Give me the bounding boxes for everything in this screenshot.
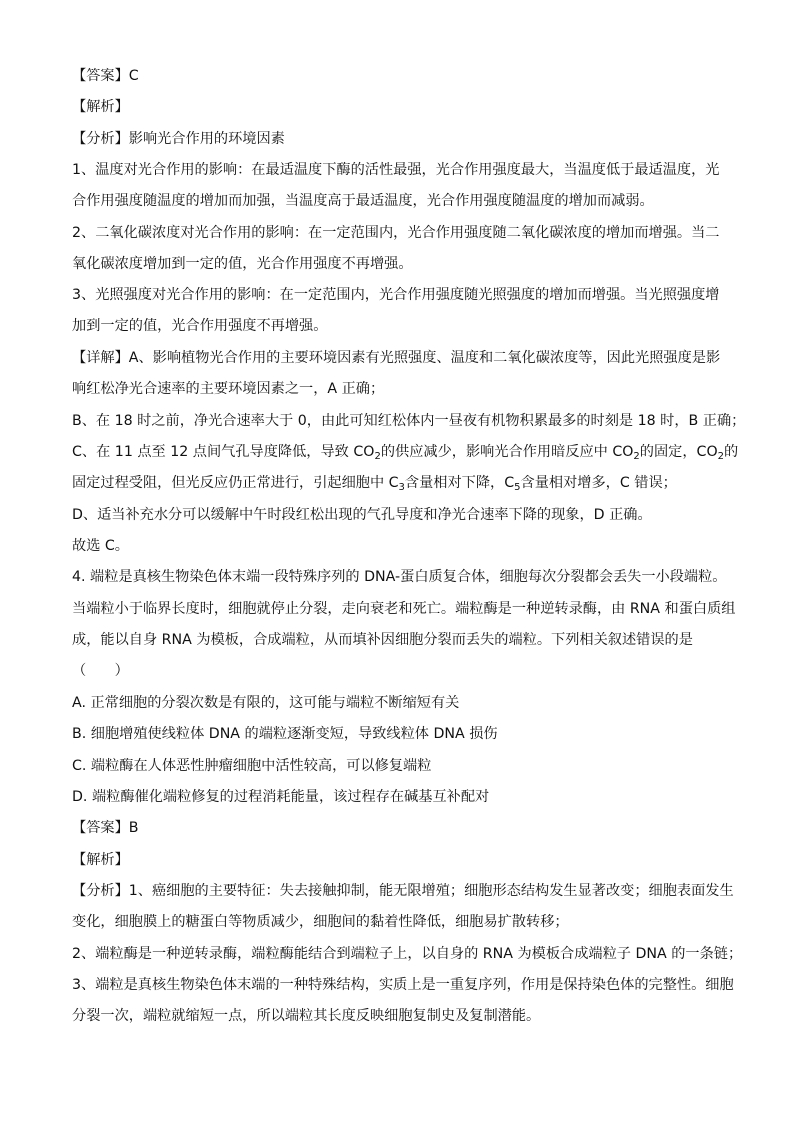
conclusion-1: 故选 C。	[72, 538, 129, 554]
fenxi-2-2: 变化，细胞膜上的糖蛋白等物质减少，细胞间的黏着性降低，细胞易扩散转移；	[72, 914, 569, 930]
analysis-heading-1-text: 解析	[86, 99, 115, 115]
fenxi-heading-1: 【分析】影响光合作用的环境因素	[72, 131, 285, 147]
fenxi-2-1: 【分析】1、癌细胞的主要特征：失去接触抑制，能无限增殖；细胞形态结构发生显著改变；细胞表面发生	[72, 883, 734, 899]
para-light-1: 3、光照强度对光合作用的影响：在一定范围内，光合作用强度随光照强度的增加而增强。当光照强度增	[72, 287, 720, 303]
question-4-stem-2: 当端粒小于临界长度时，细胞就停止分裂，走向衰老和死亡。端粒酶是一种逆转录酶，由 RNA 和蛋白质组	[72, 601, 736, 617]
para-temperature-1: 1、温度对光合作用的影响：在最适温度下酶的活性最强，光合作用强度最大，当温度低于最适温度，光	[72, 162, 720, 178]
c5-subscript: 5	[514, 482, 521, 493]
option-b: B. 细胞增殖使线粒体 DNA 的端粒逐渐变短，导致线粒体 DNA 损伤	[72, 726, 498, 742]
para-light-2: 加到一定的值，光合作用强度不再增强。	[72, 318, 328, 334]
answer-label-2: 【答案】B	[72, 820, 139, 836]
detail-d: D、适当补充水分可以缓解中午时段红松出现的气孔导度和净光合速率下降的现象，D 正确。	[72, 507, 652, 523]
para-co2-1: 2、二氧化碳浓度对光合作用的影响：在一定范围内，光合作用强度随二氧化碳浓度的增加而增强。当二	[72, 225, 720, 241]
co2-subscript: 2	[717, 451, 724, 462]
detail-a-1: 【详解】A、影响植物光合作用的主要环境因素有光照强度、温度和二氧化碳浓度等，因此光照强度是影	[72, 350, 721, 366]
detail-c-1-part4: 的	[724, 444, 739, 460]
detail-c-1-part2: 的供应减少，影响光合作用暗反应中 CO	[380, 444, 634, 460]
analysis-heading-2: 【解析】	[72, 852, 129, 868]
telomerase-para: 2、端粒酶是一种逆转录酶，端粒酶能结合到端粒子上，以自身的 RNA 为模板合成端粒子 DNA 的一条链；	[72, 946, 743, 962]
detail-c-1-part3: 的固定，CO	[639, 444, 718, 460]
detail-c-2-part3: 含量相对增多，C 错误；	[520, 475, 677, 491]
telomere-para-1: 3、端粒是真核生物染色体末端的一种特殊结构，实质上是一重复序列，作用是保持染色体的完整性。细胞	[72, 977, 734, 993]
detail-a-2: 响红松净光合速率的主要环境因素之一，A 正确；	[72, 381, 385, 397]
answer-label-1: 【答案】C	[72, 68, 139, 84]
detail-c-2	[72, 473, 677, 493]
detail-c-1-part1: C、在 11 点至 12 点间气孔导度降低，导致 CO	[72, 444, 375, 460]
option-d: D. 端粒酶催化端粒修复的过程消耗能量，该过程存在碱基互补配对	[72, 789, 490, 805]
co2-subscript: 2	[374, 451, 381, 462]
question-4-blank: （ ）	[72, 663, 129, 679]
para-temperature-2: 合作用强度随温度的增加而加强，当温度高于最适温度，光合作用强度随温度的增加而减弱。	[72, 193, 654, 209]
analysis-heading-1: 【解析】	[72, 99, 129, 115]
telomere-para-2: 分裂一次，端粒就缩短一点，所以端粒其长度反映细胞复制史及复制潜能。	[72, 1008, 541, 1024]
option-a: A. 正常细胞的分裂次数是有限的，这可能与端粒不断缩短有关	[72, 695, 460, 711]
para-co2-2: 氧化碳浓度增加到一定的值，光合作用强度不再增强。	[72, 256, 413, 272]
detail-c-2-part2: 含量相对下降，C	[404, 475, 515, 491]
analysis-heading-2-text: 解析	[86, 852, 115, 868]
option-c: C. 端粒酶在人体恶性肿瘤细胞中活性较高，可以修复端粒	[72, 758, 432, 774]
detail-b: B、在 18 时之前，净光合速率大于 0，由此可知红松体内一昼夜有机物积累最多的时刻是 18 时，B 正确；	[72, 413, 746, 429]
question-4-stem-1: 4. 端粒是真核生物染色体末端一段特殊序列的 DNA-蛋白质复合体，细胞每次分裂都会丢失一小段端粒。	[72, 569, 727, 585]
c3-subscript: 3	[398, 482, 405, 493]
detail-c-1	[72, 442, 738, 462]
detail-c-2-part1: 固定过程受阻，但光反应仍正常进行，引起细胞中 C	[72, 475, 399, 491]
co2-subscript: 2	[633, 451, 640, 462]
question-4-stem-3: 成，能以自身 RNA 为模板，合成端粒，从而填补因细胞分裂而丢失的端粒。下列相关叙述错误的是	[72, 632, 693, 648]
